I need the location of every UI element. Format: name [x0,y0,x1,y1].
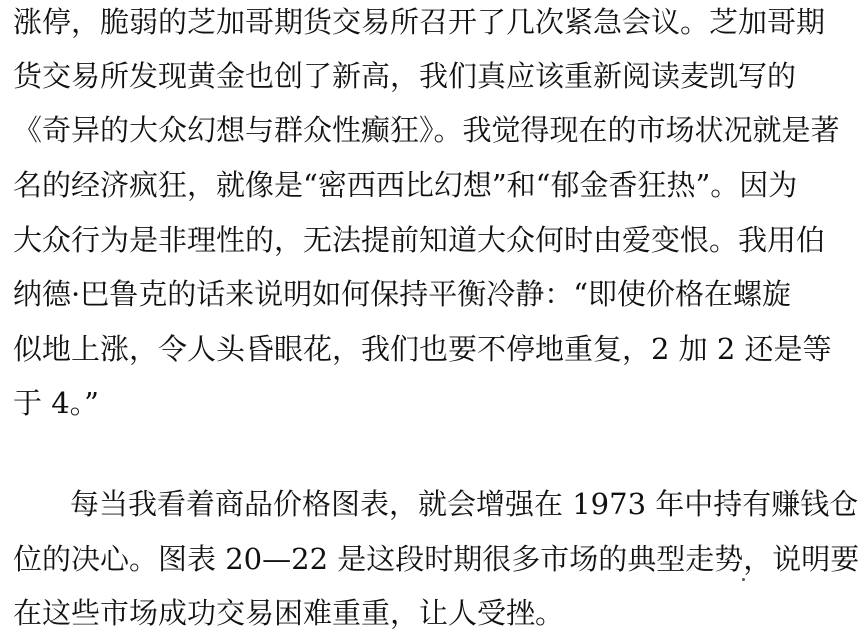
text-line: 大众行为是非理性的，无法提前知道大众何时由爱变恨。我用伯 [13,223,826,257]
text-line: 位的决心。图表 20—22 是这段时期很多市场的典型走势，说明要 [13,542,859,576]
scan-speck [742,578,745,581]
text-line: 似地上涨，令人头昏眼花，我们也要不停地重复，2 加 2 还是等 [13,332,832,366]
text-line: 《奇异的大众幻想与群众性癫狂》。我觉得现在的市场状况就是著 [13,113,840,147]
text-line: 在这些市场成功交易困难重重，让人受挫。 [13,596,565,630]
text-line: 名的经济疯狂，就像是“密西西比幻想”和“郁金香狂热”。因为 [13,168,798,202]
text-line: 纳德·巴鲁克的话来说明如何保持平衡冷静：“即使价格在螺旋 [13,277,792,311]
text-line: 货交易所发现黄金也创了新高，我们真应该重新阅读麦凯写的 [13,59,797,93]
text-line: 每当我看着商品价格图表，就会增强在 1973 年中持有赚钱仓 [70,487,859,521]
text-line: 涨停，脆弱的芝加哥期货交易所召开了几次紧急会议。芝加哥期 [13,5,826,39]
text-line: 于 4。” [13,386,99,420]
